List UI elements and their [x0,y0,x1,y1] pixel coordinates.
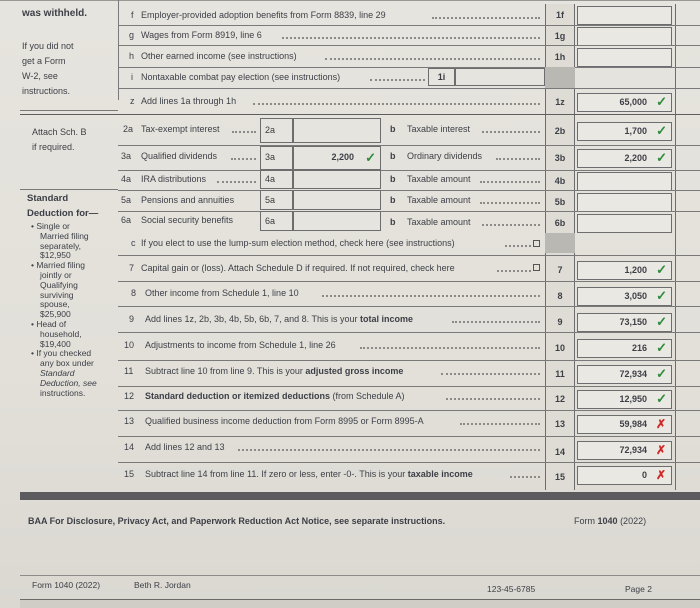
std-item-line: separately, [40,240,81,251]
line-1z-amount: 65,000 [619,97,647,107]
dot-leader [360,347,540,349]
line-1z-amount-field[interactable] [577,93,672,112]
line-12-amount: 12,950 [619,394,647,404]
line-1z-number: z [130,96,135,106]
top-rule [0,0,700,1]
line-4b-label: Taxable amount [407,174,471,184]
line-14-amount: 72,934 [619,445,647,455]
line-11-text: Subtract line 10 from line 9. This is your [145,366,306,376]
line-4a-box-label: 4a [260,170,293,189]
dot-leader [482,224,540,226]
line-13-box-label: 13 [554,419,565,429]
line-2b-amount: 1,700 [624,126,647,136]
line-15-label [145,469,473,479]
shaded-cell [545,233,575,253]
dot-leader [505,245,531,247]
check-icon: ✓ [656,288,667,303]
std-item-line: • Head of [31,318,67,329]
row-rule [118,410,700,411]
line-2a-label: Tax-exempt interest [141,124,220,134]
line-1h-amount-field[interactable] [577,48,672,67]
check-icon: ✓ [365,150,376,165]
line-4a-amount-field[interactable] [293,170,381,189]
line-7-box-label: 7 [557,265,563,275]
check-icon: ✓ [656,314,667,329]
line-13-label: Qualified business income deduction from Form 8995 or Form 8995-A [145,416,424,426]
line-1f-number: f [131,10,134,20]
line-2b-amount-field[interactable] [577,122,672,141]
line-5b-amount-field[interactable] [577,193,672,212]
dot-leader [497,270,531,272]
sidebar-attach-line: if required. [32,142,75,152]
row-rule [118,170,700,171]
line-15-number: 15 [124,469,135,479]
line-6b-amount-field[interactable] [577,214,672,233]
line-7-number: 7 [129,263,135,273]
line-4b-box-label: 4b [554,176,566,186]
line-2b-number: b [390,124,396,134]
sidebar-attach-line: Attach Sch. B [32,127,87,137]
sidebar-no-w2-line: W-2, see [22,71,58,81]
line-3a-amount: 2,200 [331,152,354,162]
standard-subheading: Deduction for— [27,208,99,219]
line-14-amount-field[interactable] [577,441,672,460]
amount-column-edge [675,4,676,490]
row-rule [118,281,700,282]
check-icon: ✓ [656,150,667,165]
page-rule [20,575,700,576]
line-15-text: Subtract line 14 from line 11. If zero or less, enter -0-. This is your [145,469,408,479]
line-3a-label: Qualified dividends [141,151,218,161]
line-12-box-label: 12 [554,394,565,404]
lump-sum-checkbox[interactable] [533,240,540,247]
line-8-number: 8 [131,288,137,298]
row-rule [118,306,700,307]
line-11-emphasis: adjusted gross income [305,366,404,376]
privacy-notice: BAA For Disclosure, Privacy Act, and Paperwork Reduction Act Notice, see separate instructions. [28,516,446,526]
dot-leader [322,295,540,297]
dot-leader [217,181,256,183]
line-6c-label: If you elect to use the lump-sum election method, check here (see instructions) [141,238,455,248]
row-rule [118,25,700,26]
dot-leader [370,79,425,81]
cutoff-row [20,600,700,608]
row-rule [118,190,700,191]
line-15-amount-field[interactable] [577,466,672,485]
line-8-label: Other income from Schedule 1, line 10 [145,288,299,298]
line-2a-amount-field[interactable] [293,118,381,143]
row-rule [118,255,700,256]
line-3b-box-label: 3b [554,153,566,163]
form-id [574,516,646,526]
row-rule [118,211,700,212]
line-1i-box-label: 1i [428,68,455,86]
form-number: 1040 [597,516,618,526]
line-11-amount-field[interactable] [577,365,672,384]
line-14-number: 14 [124,442,135,452]
dot-leader [480,181,540,183]
line-9-amount-field[interactable] [577,313,672,332]
line-11-box-label: 11 [555,369,565,379]
line-15-box-label: 15 [554,472,565,482]
line-3a-amount-field[interactable] [293,146,381,170]
std-item-line: • If you checked [31,348,92,359]
line-13-amount-field[interactable] [577,415,672,434]
sidebar-standard [27,193,98,219]
line-1i-label: Nontaxable combat pay election (see instructions) [141,72,341,82]
dot-leader [446,398,540,400]
line-5a-label: Pensions and annuities [141,195,235,205]
line-5a-box-label: 5a [260,190,293,210]
line-9-number: 9 [129,314,135,324]
line-14-box-label: 14 [554,447,565,457]
line-8-box-label: 8 [557,291,563,301]
check-icon: ✓ [656,366,667,381]
dot-leader [282,37,540,39]
std-item-line: any box under [40,358,94,369]
line-5b-label: Taxable amount [407,195,471,205]
dot-leader [325,58,540,60]
page2-form-label: Form 1040 (2022) [32,580,101,590]
std-item-line: Qualifying [40,279,78,290]
cross-icon: ✗ [655,417,666,431]
row-rule [118,88,700,89]
line-13-number: 13 [124,416,135,426]
line-11-label [145,366,403,376]
line-1g-box-label: 1g [554,31,566,41]
dot-leader [452,321,540,323]
std-item-line: $25,900 [40,309,71,320]
std-item-line: Standard [40,367,75,378]
line-10-label: Adjustments to income from Schedule 1, line 26 [145,340,336,350]
line-2b-box-label: 2b [554,126,566,136]
line-12-number: 12 [124,391,135,401]
line-6c-number: c [131,238,136,248]
line-1f-box-label: 1f [555,10,564,20]
line-3b-amount: 2,200 [624,153,647,163]
std-item-line: Married filing [40,230,89,241]
line-6a-label: Social security benefits [141,215,234,225]
line-3b-number: b [390,151,396,161]
sidebar-rule [20,110,118,111]
dot-leader [482,131,540,133]
line-10-amount: 216 [631,343,647,353]
line-1h-label: Other earned income (see instructions) [141,51,297,61]
line-2b-label: Taxable interest [407,124,471,134]
capital-gain-checkbox[interactable] [533,264,540,271]
dot-leader [238,449,540,451]
line-1g-amount-field[interactable] [577,27,672,46]
check-icon: ✓ [656,340,667,355]
cross-icon: ✗ [655,443,666,457]
line-6b-box-label: 6b [554,218,566,228]
check-icon: ✓ [656,262,667,277]
sidebar-attach [32,127,87,153]
line-2a-box-label: 2a [260,118,293,143]
line-6a-box-label: 6a [260,211,293,231]
dot-leader [480,202,540,204]
row-rule [118,436,700,437]
footer-rule [20,492,700,500]
line-1h-box-label: 1h [554,52,566,62]
row-rule [118,386,700,387]
line-1i-number: i [131,72,133,82]
line-6a-amount-field[interactable] [293,211,381,231]
dot-leader [232,131,256,133]
row-rule [118,145,700,146]
line-3b-label: Ordinary dividends [407,151,483,161]
std-item-line: $19,400 [40,338,71,349]
row-rule [118,332,700,333]
line-4b-number: b [390,174,396,184]
line-9-box-label: 9 [557,317,563,327]
dot-leader [441,373,540,375]
section-rule [20,114,700,115]
line-10-amount-field[interactable] [577,339,672,358]
line-5b-box-label: 5b [554,197,566,207]
dot-leader [231,158,256,160]
line-8-amount-field[interactable] [577,287,672,306]
line-3a-number: 3a [121,151,132,161]
standard-heading: Standard [27,193,69,204]
line-5a-number: 5a [121,195,132,205]
std-item-line: instructions. [40,387,86,398]
line-1z-box-label: 1z [555,97,565,107]
line-7-amount-field[interactable] [577,261,672,280]
line-9-text: Add lines 1z, 2b, 3b, 4b, 5b, 6b, 7, and 8. This is your [145,314,360,324]
line-6b-label: Taxable amount [407,217,471,227]
line-1z-label: Add lines 1a through 1h [141,96,237,106]
sidebar-divider [118,0,119,100]
line-7-label: Capital gain or (loss). Attach Schedule D if required. If not required, check here [141,263,455,273]
dot-leader [432,17,540,19]
line-9-label [145,314,413,324]
dot-leader [510,476,540,478]
cross-icon: ✗ [655,468,666,482]
std-item-line: jointly or [40,269,72,280]
line-4b-amount-field[interactable] [577,172,672,191]
standard-deduction-list [31,222,97,398]
row-rule [118,67,700,68]
dot-leader [496,158,540,160]
line-9-emphasis: total income [359,314,413,324]
line-11-number: 11 [124,366,134,376]
std-item-line: Deduction, see [40,377,97,388]
line-2a-number: 2a [123,124,134,134]
line-1f-label: Employer-provided adoption benefits from Form 8839, line 29 [141,10,386,20]
dot-leader [253,103,540,105]
sidebar-no-w2 [22,41,74,97]
line-15-amount: 0 [641,470,647,480]
check-icon: ✓ [656,94,667,109]
std-item-line: • Married filing [31,260,85,271]
line-12-emphasis: Standard deduction or itemized deductions [145,391,331,401]
check-icon: ✓ [656,123,667,138]
line-1f-amount-field[interactable] [577,6,672,25]
std-item-line: surviving [40,289,74,300]
line-11-amount: 72,934 [619,369,647,379]
std-item-line: spouse, [40,299,70,310]
taxpayer-ssn: 123-45-6785 [487,584,536,594]
row-rule [118,462,700,463]
std-item-line: • Single or [31,221,70,231]
line-7-amount: 1,200 [624,265,647,275]
line-6b-number: b [390,217,396,227]
line-9-amount: 73,150 [619,317,647,327]
line-8-amount: 3,050 [624,291,647,301]
dot-leader [460,423,540,425]
page-number: Page 2 [625,584,652,594]
check-icon: ✓ [656,391,667,406]
row-rule [118,360,700,361]
line-1i-amount-field[interactable] [455,68,545,86]
std-item-line: household, [40,328,82,339]
line-10-box-label: 10 [554,343,565,353]
taxpayer-name: Beth R. Jordan [134,580,191,590]
row-rule [118,45,700,46]
line-5b-number: b [390,195,396,205]
sidebar-no-w2-line: instructions. [22,86,71,96]
sidebar-no-w2-line: If you did not [22,41,74,51]
line-12-text: (from Schedule A) [330,391,405,401]
std-item-line: $12,950 [40,250,71,261]
sidebar-no-w2-line: get a Form [22,56,66,66]
line-3b-amount-field[interactable] [577,149,672,168]
line-4a-number: 4a [121,174,132,184]
line-12-label [145,391,405,401]
line-13-amount: 59,984 [619,419,647,429]
line-12-amount-field[interactable] [577,390,672,409]
sidebar-withheld: was withheld. [22,8,88,19]
line-4a-label: IRA distributions [141,174,207,184]
line-5a-amount-field[interactable] [293,190,381,210]
line-1h-number: h [129,51,135,61]
shaded-cell [545,67,575,88]
line-3a-box-label: 3a [260,146,293,170]
line-1g-label: Wages from Form 8919, line 6 [141,30,262,40]
line-6a-number: 6a [121,215,132,225]
form-label: Form [574,516,595,526]
sidebar-rule [20,189,118,190]
line-14-label: Add lines 12 and 13 [145,442,225,452]
line-15-emphasis: taxable income [407,469,473,479]
line-1g-number: g [129,30,135,40]
form-year: (2022) [620,516,647,526]
line-10-number: 10 [124,340,135,350]
